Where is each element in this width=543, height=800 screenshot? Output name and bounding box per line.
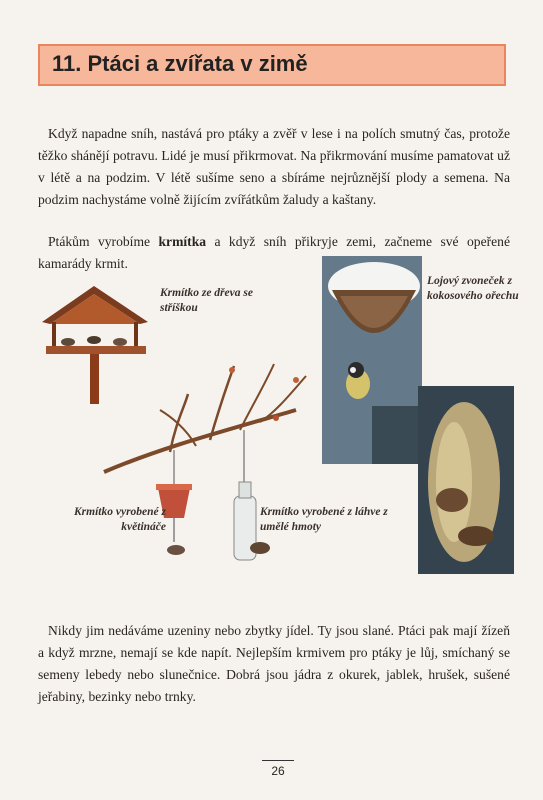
chapter-title-box (38, 44, 506, 86)
photo-seed-ball-image (418, 386, 514, 574)
paragraph-feeders-end: a když sníh přikryje zemi, začneme své opeřené kamarády krmit. (38, 234, 510, 271)
caption-flowerpot-feeder: Krmítko vyrobené z květináče (74, 506, 166, 533)
chapter-title: 11. Ptáci a zvířata v zimě (52, 51, 308, 76)
paragraph-feeding-tips: Nikdy jim nedáváme uzeniny nebo zbytky jídel. Ty jsou slané. Ptáci pak mají žízeň a když mrzne, nemají se kde napít. Nejlepším krmivem pro ptáky je lůj, smíchaný se semeny lebedy nebo slunečnice. Dobrá jsou jádra z okurek, jablek, hrušek, sušené jeřabiny, bezinky nebo trnky. (38, 623, 510, 704)
paragraph-intro: Když napadne sníh, nastává pro ptáky a zvěř v lese i na polích smutný čas, protože těžko shánějí potravu. Lidé je musí přikrmovat. Na přikrmování musíme pamatovat už v létě a na podzim. V létě sušíme seno a sbíráme nejrůznější plody a semena. Na podzim nachystáme volně žijícím zvířátkům žaludy a kaštany. (38, 126, 510, 207)
paragraph-feeders (38, 231, 510, 275)
caption-bottle-feeder: Krmítko vyrobené z láhve z umělé hmoty (260, 506, 388, 533)
page-number: 26 (262, 760, 294, 778)
caption-suet-bell: Lojový zvoneček z kokosového ořechu (427, 275, 519, 302)
branch-feeders-illustration (100, 352, 315, 574)
photo-seed-ball (418, 386, 514, 574)
photo-suet-bell (322, 256, 422, 464)
photo-suet-bell-image (322, 256, 422, 464)
paragraph-feeders-start: Ptákům vyrobíme (48, 234, 159, 249)
keyword-krmitka: krmítka (158, 234, 207, 249)
caption-wooden-feeder: Krmítko ze dřeva se stříškou (160, 287, 253, 314)
